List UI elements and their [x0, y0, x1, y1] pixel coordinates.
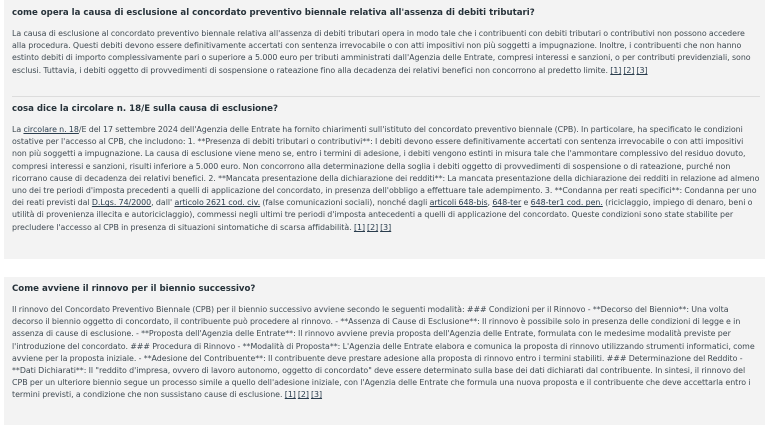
reference-link-1[interactable]: [1]	[610, 65, 622, 75]
law-link-circolare[interactable]: circolare n. 18	[23, 125, 79, 134]
faq-answer	[12, 304, 760, 402]
faq-answer-text: La	[12, 125, 24, 134]
reference-link-2[interactable]: [2]	[297, 390, 309, 400]
reference-links	[354, 223, 393, 232]
faq-card-1	[4, 0, 765, 259]
reference-links	[285, 390, 324, 399]
faq-item-rinnovo-biennio	[12, 284, 760, 402]
faq-answer-text: Il rinnovo del Concordato Preventivo Biennale (CPB) per il biennio successivo avviene secondo le seguenti modalità: ### Condizioni per il Rinnovo - **Decorso del Biennio**: Una volta decorso il biennio oggetto di concordato, il contribuente può procedere al rinnovo. - **Assenza di Cause di Esclusione**: Il rinnovo è possibile solo in presenza delle condizioni di legge e in assenza di cause di esclusione. - **Proposta dell'Agenzia delle Entrate**: Il rinnovo avviene previa proposta dell'Agenzia delle Entrate, formulata con le medesime modalità previste per l'introduzione del concordato. ### Procedura di Rinnovo - **Modalità di Proposta**: L'Agenzia delle Entrate elabora e comunica la proposta di rinnovo utilizzando strumenti informatici, come avviene per la proposta iniziale. - **Adesione del Contribuente**: Il contribuente deve prestare adesione alla proposta di rinnovo entro i termini stabiliti. ### Determinazione del Reddito - **Dati Dichiarati**: Il "reddito d'impresa, ovvero di lavoro autonomo, oggetto di concordato" deve essere determinato sulla base dei dati dichiarati dal contribuente. In sintesi, il rinnovo del CPB per un ulteriore biennio segue un processo simile a quello dell'adesione iniziale, con l'Agenzia delle Entrate che formula una nuova proposta e il contribuente che deve accettarla entro i termini previsti, a condizione che non sussistano cause di esclusione.	[12, 305, 755, 400]
faq-answer-text: (riciclaggio, impiego di denaro, beni o utilità di provenienza illecita e autoriciclaggio), commessi negli ultimi tre periodi d'imposta antecedenti a quelli di applicazione del concordato. Queste condizioni sono state stabilite per precludere l'accesso al CPB in presenza di situazioni sintomatiche di scarsa affidabilità.	[12, 198, 753, 232]
faq-item-circolare-18e	[12, 104, 760, 234]
faq-item-esclusione-debiti	[12, 8, 760, 77]
law-link-art-648-ter[interactable]: 648-ter	[492, 198, 522, 208]
reference-link-3[interactable]: [3]	[636, 65, 648, 75]
faq-answer-text: e	[521, 198, 531, 208]
faq-question: cosa dice la circolare n. 18/E sulla causa di esclusione?	[12, 104, 278, 114]
faq-question: come opera la causa di esclusione al concordato preventivo biennale relativa all'assenza di debiti tributari?	[12, 8, 535, 18]
faq-answer-text: /E del 17 settembre 2024 dell'Agenzia delle Entrate ha fornito chiarimenti sull'istituto del concordato preventivo biennale (CPB). In particolare, ha specificato le condizioni ostative per l'accesso al CPB, che includono: 1. **Presenza di debiti tributari o contributivi**: I debiti devono essere definitivamente accertati con sentenza irrevocabile o con atti impositivi non più soggetti a impugnazione. La causa di esclusione viene meno se, entro i termini di adesione, i debiti vengono estinti in misura tale che l'ammontare complessivo del residuo dovuto, compresi interessi e sanzioni, risulti inferiore a 5.000 euro. Non concorrono alla determinazione della soglia i debiti oggetto di provvedimenti di sospensione o di rateazione, purché non ricorrano cause di decadenza dei relativi benefici. 2. **Mancata presentazione della dichiarazione dei redditi**: La mancata presentazione della dichiarazione dei redditi in relazione ad almeno uno dei tre periodi d'imposta precedenti a quelli di applicazione del concordato, in presenza dell'obbligo a effettuare tale adempimento. 3. **Condanna per reati specifici**: Condanna per uno dei reati previsti dal	[12, 125, 760, 208]
faq-answer-text: (false comunicazioni sociali), nonché dagli	[260, 198, 430, 208]
law-link-art-648-bis[interactable]: articoli 648-bis	[429, 198, 488, 208]
faq-answer	[12, 124, 760, 234]
law-link-dlgs-74-2000[interactable]: D.Lgs. 74/2000	[91, 198, 152, 208]
reference-link-2[interactable]: [2]	[367, 222, 379, 232]
faq-answer-text: , dall'	[151, 198, 175, 208]
faq-question: Come avviene il rinnovo per il biennio successivo?	[12, 284, 256, 294]
faq-answer	[12, 28, 760, 77]
reference-link-3[interactable]: [3]	[310, 390, 323, 400]
reference-link-2[interactable]: [2]	[623, 65, 635, 75]
reference-link-1[interactable]: [1]	[284, 390, 296, 400]
reference-link-1[interactable]: [1]	[353, 222, 366, 232]
law-link-art-2621-cc[interactable]: articolo 2621 cod. civ.	[174, 198, 261, 208]
reference-link-3[interactable]: [3]	[380, 222, 392, 232]
divider	[12, 96, 760, 97]
reference-links	[610, 66, 649, 75]
law-link-art-648-ter1[interactable]: 648-ter1 cod. pen.	[530, 198, 603, 208]
faq-answer-text: ,	[487, 198, 493, 208]
faq-answer-text: La causa di esclusione al concordato preventivo biennale relativa all'assenza di debiti tributari opera in modo tale che i contribuenti con debiti tributari o contributivi non possono accedere alla procedura. Questi debiti devono essere definitivamente accertati con sentenza irrevocabile o con atti impositivi non più soggetti a impugnazione. Inoltre, i contribuenti che non hanno estinto debiti di importo complessivamente pari o superiore a 5.000 euro per tributi amministrati dall'Agenzia delle Entrate, compresi interessi e sanzioni, o per contributi previdenziali, sono esclusi. Tuttavia, i debiti oggetto di provvedimenti di sospensione o rateazione fino alla decadenza dei relativi benefici non concorrono al predetto limite.	[12, 29, 751, 75]
